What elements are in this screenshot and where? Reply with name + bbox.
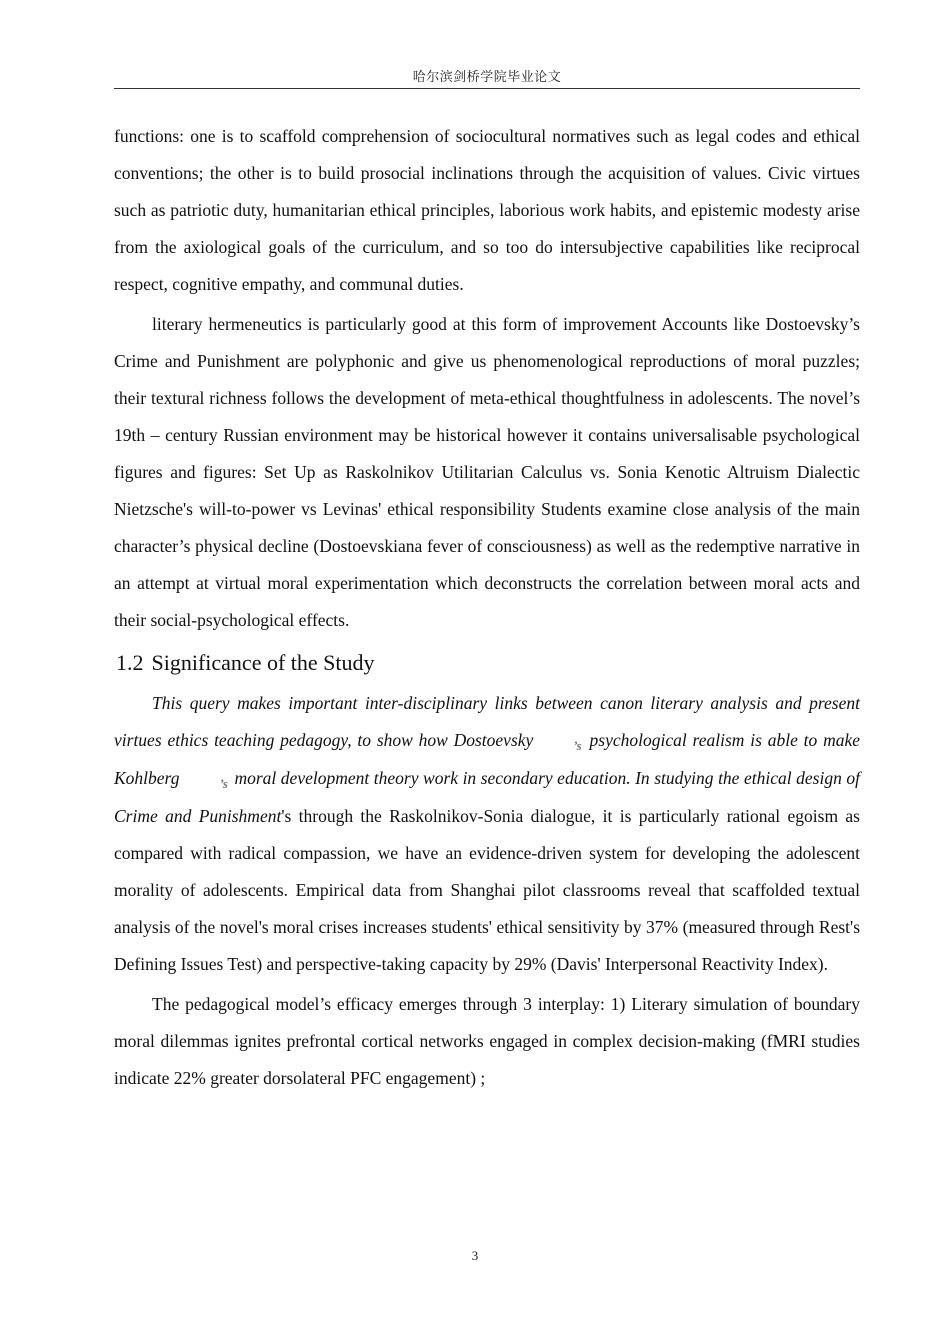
- italic-text-c: moral development theory work in secondary education. In studying the ethical design of Crime and Punishment: [114, 768, 860, 826]
- paragraph-pedagogical-model: The pedagogical model’s efficacy emerges through 3 interplay: 1) Literary simulation of boundary moral dilemmas ignites prefrontal cortical networks engaged in complex decision-making (fMRI studies indicate 22% greater dorsolateral PFC engagement) ;: [114, 994, 860, 1088]
- paragraph-significance: [114, 685, 860, 983]
- section-title: Significance of the Study: [151, 650, 375, 675]
- paragraph-literary-hermeneutics: literary hermeneutics is particularly good at this form of improvement Accounts like Dostoevsky’s Crime and Punishment are polyphonic and give us phenomenological reproductions of moral puzzles; their textural richness follows the development of meta-ethical thoughtfulness in adolescents. The novel’s 19th – century Russian environment may be historical however it contains universalisable psychological figures and figures: Set Up as Raskolnikov Utilitarian Calculus vs. Sonia Kenotic Altruism Dialectic Nietzsche's will-to-power vs Levinas' ethical responsibility Students examine close analysis of the main character’s physical decline (Dostoevskiana fever of consciousness) as well as the redemptive narrative in an attempt at virtual moral experimentation which deconstructs the correlation between moral acts and their social-psychological effects.: [114, 314, 860, 630]
- running-header: 哈尔滨剑桥学院毕业论文: [412, 70, 562, 85]
- page-number: 3: [471, 1248, 479, 1263]
- paragraph-functions: functions: one is to scaffold comprehension of sociocultural normatives such as legal codes and ethical conventions; the other is to build prosocial inclinations through the acquisition of values. Civic virtues such as patriotic duty, humanitarian ethical principles, laborious work habits, and epistemic modesty arise from the axiological goals of the curriculum, and so too do intersubjective capabilities like reciprocal respect, cognitive empathy, and communal duties.: [114, 126, 860, 294]
- plain-text: 's through the Raskolnikov-Sonia dialogue, it is particularly rational egoism as compared with radical compassion, we have an evidence-driven system for developing the adolescent morality of adolescents. Empirical data from Shanghai pilot classrooms reveal that scaffolded textual analysis of the novel's moral crises increases students' ethical sensitivity by 37% (measured through Rest's Defining Issues Test) and perspective-taking capacity by 29% (Davis' Interpersonal Reactivity Index).: [114, 806, 860, 974]
- possessive-mark-a: ’s: [573, 738, 582, 753]
- header-rule: [114, 88, 860, 89]
- section-heading: [116, 643, 860, 683]
- possessive-mark-b: ’s: [219, 776, 228, 791]
- italic-text-b: psychological realism is able to make Kohlberg: [114, 730, 860, 788]
- section-number: 1.2: [116, 650, 144, 675]
- body-text: [114, 118, 860, 1097]
- italic-text-a: This query makes important inter-disciplinary links between canon literary analysis and present virtues ethics teaching pedagogy, to show how Dostoevsky: [114, 693, 860, 750]
